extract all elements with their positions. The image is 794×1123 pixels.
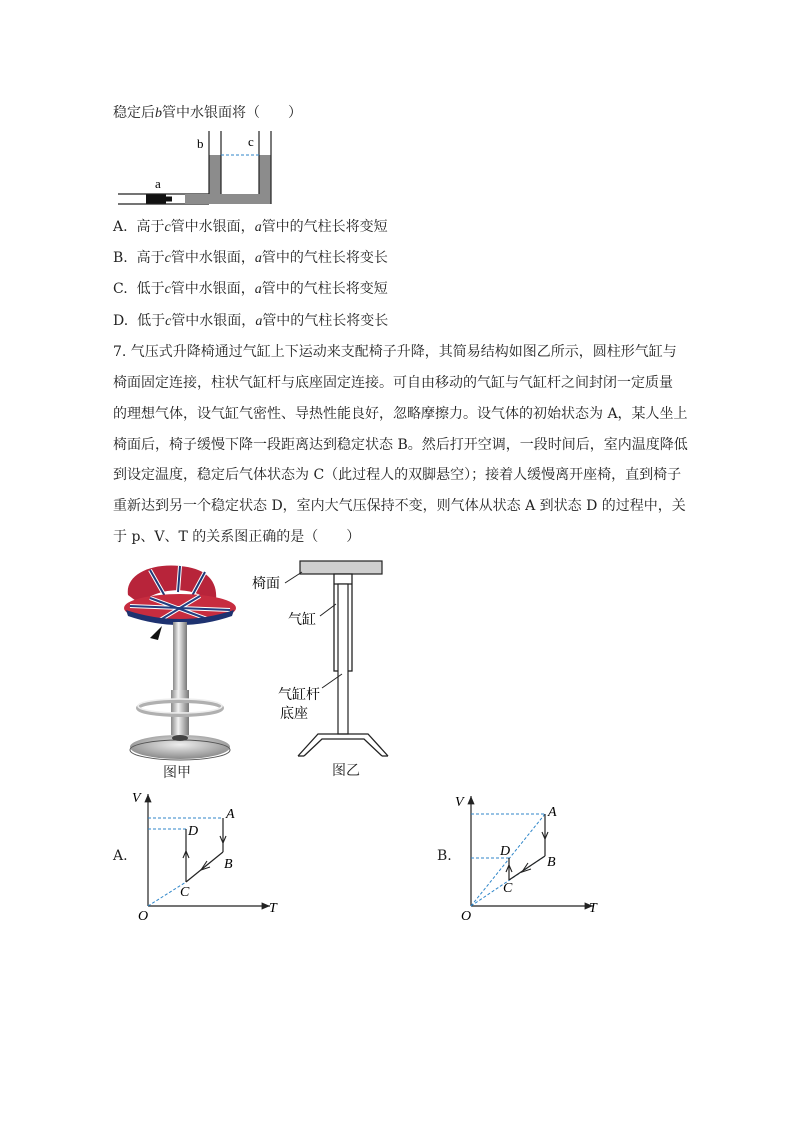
caption-jia: 图甲 bbox=[163, 765, 191, 781]
axis-v: V bbox=[132, 791, 141, 806]
point-c: C bbox=[503, 881, 513, 896]
q6-option-b[interactable]: B. 高于c管中水银面，a管中的气柱长将变长 bbox=[113, 250, 388, 266]
origin: O bbox=[461, 909, 472, 924]
q7-line-4: 椅面后，椅子缓慢下降一段距离达到稳定状态 B。然后打开空调，一段时间后，室内温度降低 bbox=[113, 437, 688, 453]
graph-a bbox=[132, 788, 282, 924]
u-tube-figure bbox=[113, 128, 283, 208]
piston bbox=[146, 195, 166, 204]
label-base: 底座 bbox=[280, 707, 308, 722]
point-b: B bbox=[224, 857, 233, 872]
q6-option-a[interactable]: A. 高于c管中水银面，a管中的气柱长将变短 bbox=[113, 219, 388, 235]
q7-line-3: 的理想气体，设气缸气密性、导热性能良好，忽略摩擦力。设气体的初始状态为 A，某人坐上 bbox=[113, 406, 688, 422]
q7-line-1: 7. 气压式升降椅通过气缸上下运动来支配椅子升降，其简易结构如图乙所示，圆柱形气缸与 bbox=[113, 344, 677, 360]
q7-line-7: 于 p、V、T 的关系图正确的是（ ） bbox=[113, 529, 361, 545]
graph-option-a-label[interactable]: A. bbox=[113, 848, 128, 864]
base bbox=[298, 734, 388, 756]
q7-line-6: 重新达到另一个稳定状态 D，室内大气压保持不变，则气体从状态 A 到状态 D 的过程中，关 bbox=[113, 498, 686, 514]
origin: O bbox=[138, 909, 149, 924]
point-a: A bbox=[548, 805, 557, 820]
axis-t: T bbox=[589, 901, 597, 916]
label-b: b bbox=[197, 136, 204, 151]
chair-schematic bbox=[250, 556, 400, 762]
q7-line-5: 到设定温度，稳定后气体状态为 C（此过程人的双脚悬空）；接着人缓慢离开座椅，直到椅子 bbox=[113, 467, 682, 483]
label-rod: 气缸杆 bbox=[278, 688, 320, 703]
point-b: B bbox=[547, 855, 556, 870]
q6-option-c[interactable]: C. 低于c管中水银面，a管中的气柱长将变短 bbox=[113, 281, 388, 297]
axis-v: V bbox=[455, 795, 464, 810]
graph-b bbox=[455, 790, 605, 926]
mercury-bottom bbox=[185, 194, 271, 204]
label-seat: 椅面 bbox=[252, 577, 280, 592]
q6-stem: 稳定后b管中水银面将（ ） bbox=[113, 105, 302, 121]
graph-option-b-label[interactable]: B. bbox=[437, 848, 452, 864]
axis-t: T bbox=[269, 901, 277, 916]
point-d: D bbox=[500, 844, 511, 859]
point-d: D bbox=[188, 824, 199, 839]
q6-option-d[interactable]: D. 低于c管中水银面，a管中的气柱长将变长 bbox=[113, 313, 389, 329]
rod bbox=[338, 584, 348, 734]
seat-plate bbox=[300, 561, 382, 574]
label-a: a bbox=[155, 176, 161, 191]
bar-stool-photo bbox=[120, 560, 245, 765]
point-c: C bbox=[180, 885, 190, 900]
label-cylinder: 气缸 bbox=[288, 613, 316, 628]
label-c: c bbox=[248, 134, 254, 149]
q7-line-2: 椅面固定连接，柱状气缸杆与底座固定连接。可自由移动的气缸与气缸杆之间封闭一定质量 bbox=[113, 375, 673, 391]
caption-yi: 图乙 bbox=[332, 763, 360, 779]
point-a: A bbox=[226, 807, 235, 822]
